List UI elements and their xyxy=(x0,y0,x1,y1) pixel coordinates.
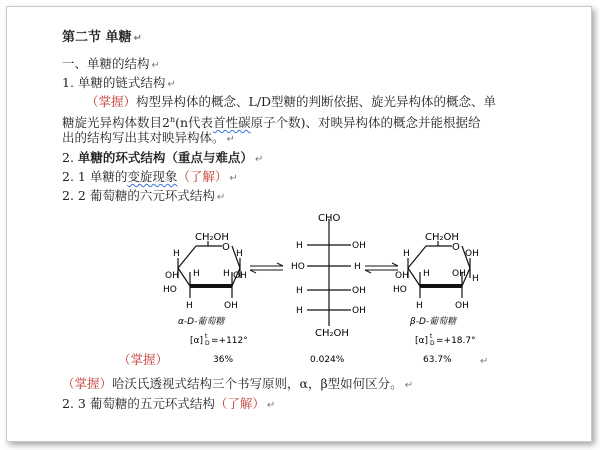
item-text: 单糖的环式结构（重点与难点） xyxy=(77,150,253,165)
section-title xyxy=(62,30,142,47)
alpha-rotation-value: =+112° xyxy=(211,336,248,346)
item-chain-structure xyxy=(62,75,176,93)
exponent-n: n xyxy=(169,115,176,124)
paragraph-text: 哈沃氏透视式结构三个书写原则，α，β型如何区分。 xyxy=(112,376,403,391)
open-ho: HO xyxy=(291,262,305,272)
beta-oh: OH xyxy=(452,269,466,279)
open-h: H xyxy=(296,241,303,251)
beta-h: H xyxy=(472,274,479,284)
beta-ch2oh: CH₂OH xyxy=(425,232,459,243)
beta-h: H xyxy=(423,269,430,279)
return-mark: ↵ xyxy=(167,79,176,90)
open-oh: OH xyxy=(352,241,366,251)
beta-oh: OH xyxy=(465,249,479,259)
item-number: 2. xyxy=(62,150,74,165)
item-five-ring xyxy=(62,396,275,414)
beta-glucose-name: β-D-葡萄糖 xyxy=(410,317,457,327)
return-mark: ↵ xyxy=(229,173,238,184)
open-h: H xyxy=(296,286,303,296)
alpha-ho: HO xyxy=(163,285,177,295)
alpha-h: H xyxy=(236,249,243,259)
return-mark: ↵ xyxy=(266,400,276,411)
alpha-oh: OH xyxy=(233,271,247,281)
alpha-oh: OH xyxy=(165,271,179,281)
section-title-text: 第二节 单糖 xyxy=(62,30,132,45)
item-six-ring xyxy=(62,188,225,206)
return-mark: ↵ xyxy=(151,60,160,71)
return-mark: ↵ xyxy=(480,356,489,367)
alpha-glucose-name: α-D-葡萄糖 xyxy=(178,317,225,327)
spellcheck-word: 变旋现象 xyxy=(127,169,178,184)
item-text: 1. 单糖的链式结构 xyxy=(62,75,166,90)
paragraph-text: 糖旋光异构体数目2 xyxy=(62,115,170,131)
beta-oh: OH xyxy=(395,271,409,281)
alpha-ring-o: O xyxy=(222,242,230,253)
return-mark: ↵ xyxy=(133,33,142,44)
paragraph-haworth xyxy=(62,376,413,394)
open-cho: CHO xyxy=(318,213,341,224)
beta-rotation-label: [α] xyxy=(415,336,428,346)
heading-structure xyxy=(62,56,160,74)
alpha-rotation-sup: t xyxy=(205,333,208,340)
master-tag: （掌握） xyxy=(118,352,169,367)
return-mark: ↵ xyxy=(404,380,414,391)
item-text: 2. 1 单糖的 xyxy=(62,169,128,184)
master-tag: （掌握） xyxy=(86,94,137,109)
alpha-rotation-label: [α] xyxy=(190,336,203,346)
beta-h: H xyxy=(416,301,423,311)
return-mark: ↵ xyxy=(216,192,226,203)
return-mark: ↵ xyxy=(226,134,235,145)
paragraph-line-2 xyxy=(62,112,480,131)
paragraph-text: 原子个数)、对映异构体的概念并能根据给 xyxy=(250,115,481,131)
alpha-h: H xyxy=(186,301,193,311)
figure-return xyxy=(478,352,488,370)
figure-left-tag xyxy=(118,352,168,368)
beta-oh: OH xyxy=(455,301,469,311)
open-ch2oh: CH₂OH xyxy=(315,328,349,339)
heading-text: 一、单糖的结构 xyxy=(62,56,150,71)
paragraph-text: 构型异构体的概念、L/D型糖的判断依据、旋光异构体的概念、单 xyxy=(136,94,497,109)
return-mark: ↵ xyxy=(254,154,264,165)
alpha-percentage: 36% xyxy=(213,355,234,365)
open-h: H xyxy=(354,262,361,272)
alpha-h: H xyxy=(173,249,180,259)
paragraph-line-3 xyxy=(62,130,235,148)
alpha-ch2oh: CH₂OH xyxy=(195,232,229,243)
understand-tag: （了解） xyxy=(177,169,228,184)
alpha-rotation-sub: D xyxy=(205,340,210,347)
open-oh: OH xyxy=(352,286,366,296)
item-ring-structure xyxy=(62,150,263,168)
item-mutarotation xyxy=(62,169,238,187)
alpha-h: H xyxy=(193,269,200,279)
paragraph-text: 出的结构写出其对映异构体。 xyxy=(62,130,225,145)
master-tag: （掌握） xyxy=(62,376,113,391)
spellcheck-word: 首性碳 xyxy=(213,115,251,131)
paragraph-line-1 xyxy=(86,94,496,110)
item-text: 2. 3 葡萄糖的五元环式结构 xyxy=(62,396,215,411)
beta-rotation-sub: D xyxy=(430,340,435,347)
alpha-oh: OH xyxy=(224,301,238,311)
beta-ho: HO xyxy=(393,285,407,295)
paragraph-text: (n代表 xyxy=(175,115,214,131)
beta-ring-o: O xyxy=(452,242,460,253)
understand-tag: （了解） xyxy=(214,396,265,411)
beta-h: H xyxy=(403,249,410,259)
alpha-h: H xyxy=(223,269,230,279)
item-text: 2. 2 葡萄糖的六元环式结构 xyxy=(62,188,215,203)
beta-rotation-sup: t xyxy=(430,333,433,340)
open-percentage: 0.024% xyxy=(310,355,345,365)
open-oh: OH xyxy=(352,306,366,316)
open-h: H xyxy=(296,306,303,316)
beta-rotation-value: =+18.7° xyxy=(436,336,476,346)
beta-percentage: 63.7% xyxy=(423,355,452,365)
